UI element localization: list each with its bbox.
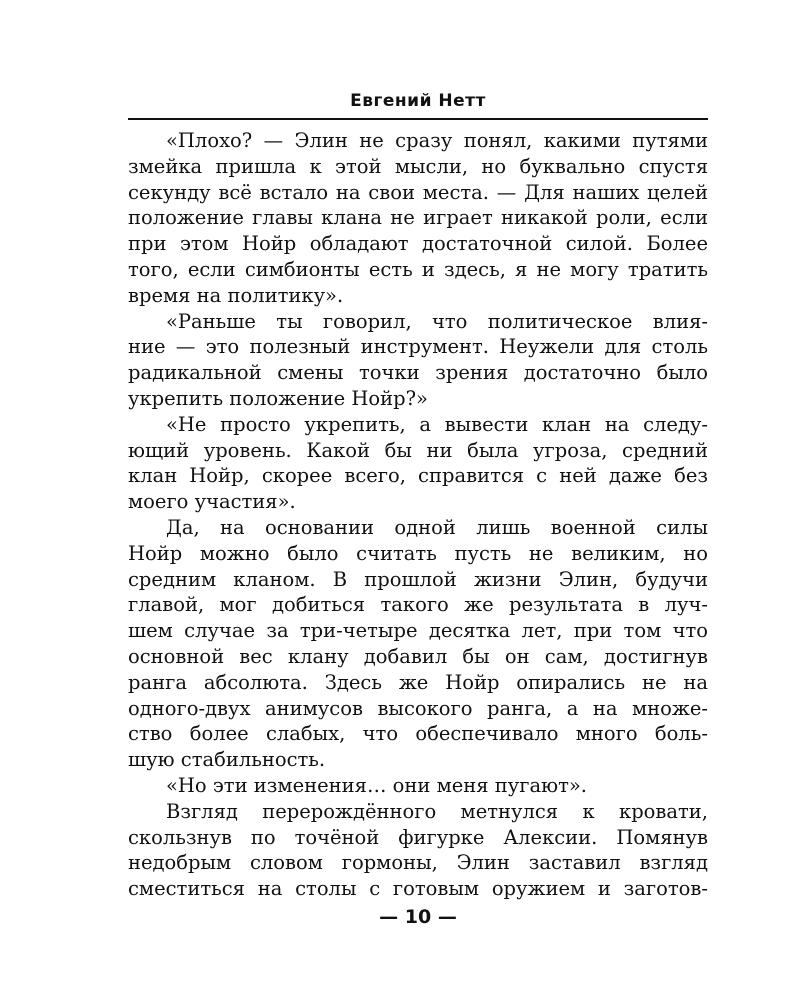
text-line: главой, мог добиться такого же результата в луч- [128, 593, 708, 617]
text-line: скользнув по точёной фигурке Алексии. Помянув [128, 825, 708, 849]
text-line: клан Нойр, скорее всего, справится с ней даже без [128, 464, 708, 488]
text-line: ние — это полезный инструмент. Неужели для столь [128, 335, 708, 359]
body-text [128, 128, 708, 902]
text-line: ющий уровень. Какой бы ни была угроза, средний [128, 438, 708, 462]
text-line: «Не просто укрепить, а вывести клан на следу- [166, 412, 708, 436]
text-line: укрепить положение Нойр?» [128, 386, 428, 410]
text-line: Да, на основании одной лишь военной силы [166, 515, 708, 539]
text-line: время на политику». [128, 283, 344, 307]
text-line: Нойр можно было считать пусть не великим, но [128, 541, 708, 565]
header-rule [128, 118, 708, 120]
page-number: — 10 — [379, 906, 457, 928]
text-line: «Плохо? — Элин не сразу понял, какими путями [166, 129, 708, 152]
running-head-author: Евгений Нетт [350, 91, 486, 111]
text-line: того, если симбионты есть и здесь, я не могу тратить [128, 257, 708, 281]
text-line: одного-двух анимусов высокого ранга, а на множе- [128, 696, 708, 720]
text-line: секунду всё встало на свои места. — Для наших целей [128, 180, 708, 204]
text-line: при этом Нойр обладают достаточной силой. Более [128, 232, 708, 256]
text-line: змейка пришла к этой мысли, но буквально спустя [128, 154, 708, 178]
text-line: сместиться на столы с готовым оружием и заготов- [128, 877, 708, 901]
text-line: моего участия». [128, 490, 296, 514]
text-line: «Но эти изменения… они меня пугают». [166, 773, 587, 797]
text-line: ранга абсолюта. Здесь же Нойр опирались не на [128, 670, 708, 694]
text-line: основной вес клану добавил бы он сам, достигнув [128, 644, 708, 668]
text-line: средним кланом. В прошлой жизни Элин, будучи [128, 567, 708, 591]
text-line: ство более слабых, что обеспечивало много боль- [128, 722, 708, 746]
text-line: недобрым словом гормоны, Элин заставил взгляд [128, 851, 708, 875]
text-line: шую стабильность. [128, 748, 326, 772]
text-line: Взгляд перерождённого метнулся к кровати, [166, 799, 708, 823]
text-line: положение главы клана не играет никакой роли, если [128, 206, 708, 230]
text-line: «Раньше ты говорил, что политическое влия- [166, 309, 708, 333]
text-line: шем случае за три-четыре десятка лет, при том что [128, 619, 708, 643]
text-line: радикальной смены точки зрения достаточно было [128, 361, 708, 385]
